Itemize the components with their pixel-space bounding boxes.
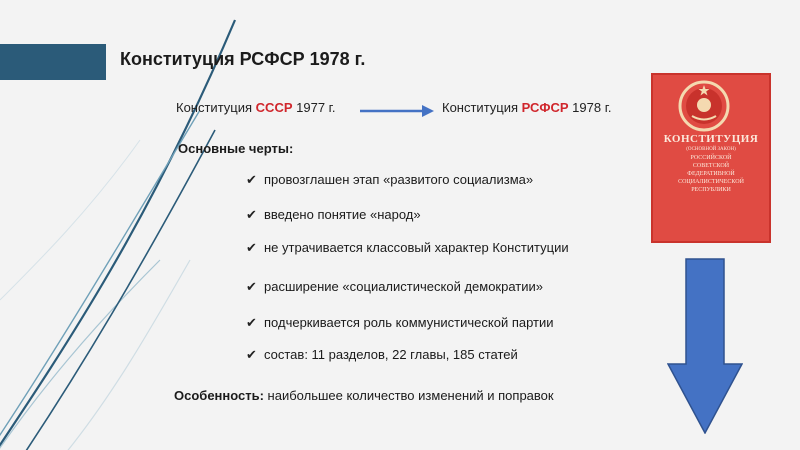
feature-text: не утрачивается классовый характер Конституции	[264, 240, 569, 255]
book-line: СОВЕТСКОЙ	[692, 163, 730, 169]
book-subtitle: (ОСНОВНОЙ ЗАКОН)	[686, 147, 736, 152]
left-prefix: Конституция	[176, 100, 256, 115]
feature-text: провозглашен этап «развитого социализма»	[264, 172, 534, 187]
feature-item	[246, 279, 543, 295]
right-arrow-icon	[360, 104, 434, 118]
right-suffix: 1978 г.	[568, 100, 612, 115]
note-text: наибольшее количество изменений и поправок	[263, 388, 554, 403]
check-icon: ✔	[246, 279, 257, 294]
constitution-book-cover	[651, 73, 771, 243]
slide-title: Конституция РСФСР 1978 г.	[120, 49, 366, 69]
rsfsr-emblem-icon	[677, 79, 731, 133]
book-title: КОНСТИТУЦИЯ	[663, 133, 759, 145]
book-line: РОССИЙСКОЙ	[690, 155, 732, 161]
check-icon: ✔	[246, 207, 257, 222]
note	[174, 388, 554, 403]
feature-item	[246, 315, 554, 331]
feature-text: расширение «социалистической демократии»	[264, 279, 543, 294]
check-icon: ✔	[246, 315, 257, 330]
book-line: РЕСПУБЛИКИ	[691, 187, 731, 193]
book-line: СОЦИАЛИСТИЧЕСКОЙ	[678, 179, 744, 185]
left-suffix: 1977 г.	[292, 100, 336, 115]
feature-text: подчеркивается роль коммунистической партии	[264, 315, 554, 330]
feature-text: введено понятие «народ»	[264, 207, 421, 222]
check-icon: ✔	[246, 240, 257, 255]
right-highlight: РСФСР	[521, 100, 569, 115]
check-icon: ✔	[246, 172, 257, 187]
feature-item	[246, 240, 569, 256]
check-icon: ✔	[246, 347, 257, 362]
book-line: ФЕДЕРАТИВНОЙ	[687, 171, 735, 177]
feature-item	[246, 207, 421, 223]
down-arrow-icon	[667, 258, 743, 434]
title-accent-bar	[0, 44, 106, 80]
features-heading: Основные черты:	[178, 141, 294, 156]
constitution-ussr-label	[176, 100, 335, 115]
note-label: Особенность:	[174, 388, 264, 403]
left-highlight: СССР	[255, 100, 293, 115]
constitution-rsfsr-label	[442, 100, 611, 115]
feature-item	[246, 172, 533, 188]
feature-item	[246, 347, 518, 363]
right-prefix: Конституция	[442, 100, 522, 115]
feature-text: состав: 11 разделов, 22 главы, 185 статей	[264, 347, 518, 362]
